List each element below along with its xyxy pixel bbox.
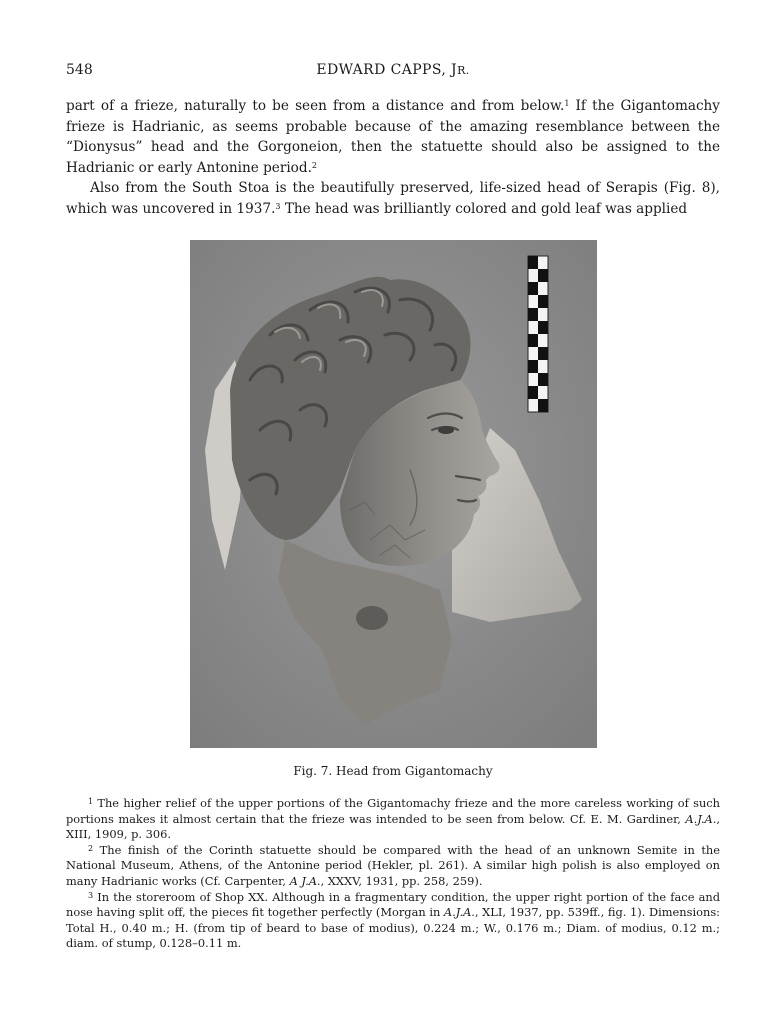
footnote-3-text-a: In the storeroom of Shop XX. Although in a fragmentary condition, the upper right portion of the face and nose having split off, the pieces fit together perfectly (Morgan in xyxy=(66,889,720,920)
paragraph-1 xyxy=(66,96,720,178)
author-name: EDWARD CAPPS, J xyxy=(316,62,458,78)
body-text xyxy=(66,96,720,219)
footnote-2-number: 2 xyxy=(88,843,94,853)
footnote-1-number: 1 xyxy=(88,797,94,806)
footnote-ref-2: 2 xyxy=(311,160,317,170)
footnote-1-text-a: The higher relief of the upper portions of the Gigantomachy frieze and the more careless working of such portions makes it almost certain that the frieze was intended to be seen from below. Cf. E. M. Gardiner, xyxy=(66,796,720,826)
footnote-2-text-b: , XXXV, 1931, pp. 258, 259). xyxy=(320,873,483,888)
paragraph-2-text-a: Also from the South Stoa is the beautifully preserved, life-sized head of Serapis (Fig. 8), which was uncovered in 1937. xyxy=(66,180,720,217)
footnotes xyxy=(66,796,720,952)
footnote-2-journal: A J.A. xyxy=(289,873,321,888)
page-number: 548 xyxy=(66,62,93,78)
footnote-1-journal: A.J.A. xyxy=(685,811,717,826)
footnote-ref-1: 1 xyxy=(564,99,570,108)
footnote-2-text-a: The finish of the Corinth statuette should be compared with the head of an unknown Semite in the National Museum, Athens, of the Antonine period (Hekler, pl. 261). A similar high polish is also employed on many Hadrianic works (Cf. Carpenter, xyxy=(66,842,720,888)
footnote-3-journal: A.J.A. xyxy=(443,905,475,920)
author-suffix: R. xyxy=(457,64,470,77)
running-header xyxy=(66,62,720,82)
footnote-3 xyxy=(66,890,720,952)
paragraph-2 xyxy=(66,178,720,219)
figure-photo xyxy=(190,240,597,748)
footnote-1-text-b: , XIII, 1909, p. 306. xyxy=(66,811,720,842)
figure-caption: Fig. 7. Head from Gigantomachy xyxy=(293,764,493,778)
neck-stain xyxy=(356,606,388,630)
running-head-author xyxy=(66,62,720,78)
scale-bar xyxy=(528,256,548,412)
eye xyxy=(438,426,454,434)
footnote-3-number: 3 xyxy=(88,890,94,900)
head-photograph xyxy=(190,240,597,748)
footnote-ref-3: 3 xyxy=(275,201,281,211)
paragraph-2-text-b: The head was brilliantly colored and gold leaf was applied xyxy=(280,200,688,217)
paragraph-1-text-a: part of a frieze, naturally to be seen from a distance and from below. xyxy=(66,98,565,114)
footnote-2 xyxy=(66,843,720,890)
footnote-1 xyxy=(66,796,720,843)
footnote-3-text-b: , XLI, 1937, pp. 539ff., fig. 1). Dimensions: Total H., 0.40 m.; H. (from tip of beard to base of modius), 0.224 m.; W., 0.176 m.; Diam. of modius, 0.12 m.; diam. of stump, 0.128–0.11 m. xyxy=(66,905,721,951)
paragraph-1-text-b: If the Gigantomachy frieze is Hadrianic, as seems probable because of the amazing resemblance between the “Dionysus” head and the Gorgoneion, then the statuette should also be assigned to the Hadrianic or early Antonine period. xyxy=(66,98,720,176)
